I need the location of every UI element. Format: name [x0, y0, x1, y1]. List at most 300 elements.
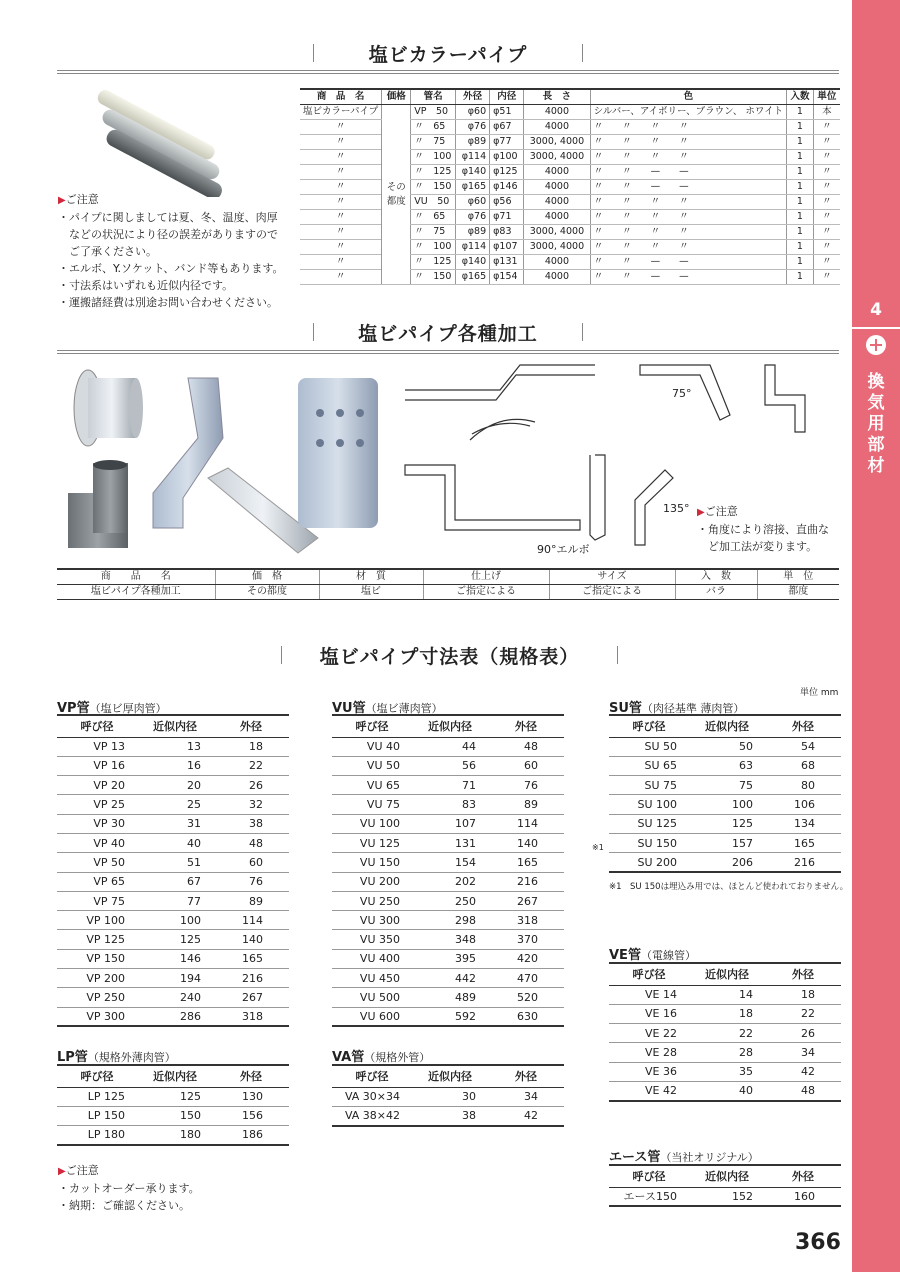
table-row — [609, 1043, 841, 1062]
cell: φ114 — [456, 240, 490, 255]
cell: SU 150 — [609, 833, 689, 852]
cell: 塩ビ — [319, 585, 423, 600]
cell: 32 — [213, 795, 289, 814]
col-header: サイズ — [549, 569, 675, 585]
cell: φ51 — [490, 105, 524, 120]
col-header: 商 品 名 — [57, 569, 215, 585]
cell: φ89 — [456, 135, 490, 150]
cell: 420 — [488, 949, 564, 968]
table-row — [57, 930, 289, 949]
cell: 1 — [787, 105, 814, 120]
table-row — [57, 911, 289, 930]
double-rule — [57, 350, 839, 354]
table-row — [57, 776, 289, 795]
cell: 〃 150 — [411, 180, 456, 195]
cell: 〃 〃 — — — [590, 270, 786, 285]
table-row — [609, 814, 841, 833]
cell: φ67 — [490, 120, 524, 135]
cell: 18 — [689, 1004, 765, 1023]
cell: 〃 〃 〃 〃 — [590, 120, 786, 135]
cell: 〃 — [300, 240, 382, 255]
cell: 〃 — [813, 270, 840, 285]
unit-label: 単位 mm — [800, 688, 839, 698]
cell: 42 — [765, 1062, 841, 1081]
table-row — [57, 1106, 289, 1125]
cell: 114 — [488, 814, 564, 833]
table-row — [332, 853, 564, 872]
cell: 〃 75 — [411, 225, 456, 240]
cell: 267 — [213, 988, 289, 1007]
table-row — [332, 814, 564, 833]
cell: 44 — [412, 737, 488, 756]
table-row — [609, 795, 841, 814]
color-pipe-table — [300, 88, 840, 285]
cell: 146 — [137, 949, 213, 968]
table-row — [609, 985, 841, 1004]
cell: VU 75 — [332, 795, 412, 814]
cell: 83 — [412, 795, 488, 814]
cell: VP 100 — [57, 911, 137, 930]
cell: 370 — [488, 930, 564, 949]
cell: VP 50 — [411, 105, 456, 120]
ve-title: VE管（電線管） — [609, 948, 696, 963]
cell: 〃 125 — [411, 255, 456, 270]
cell: φ125 — [490, 165, 524, 180]
cell: 〃 〃 — — — [590, 180, 786, 195]
cell: 34 — [765, 1043, 841, 1062]
cell: 〃 — [813, 120, 840, 135]
cell: VU 50 — [411, 195, 456, 210]
cell: SU 65 — [609, 756, 689, 775]
cell: 60 — [488, 756, 564, 775]
cell: 202 — [412, 872, 488, 891]
cell: VP 50 — [57, 853, 137, 872]
processing-table — [57, 568, 839, 600]
cell: VP 25 — [57, 795, 137, 814]
note-line: ・納期：ご確認ください。 — [58, 1199, 190, 1212]
table-row — [332, 988, 564, 1007]
cell: 114 — [213, 911, 289, 930]
table-row — [332, 1007, 564, 1026]
col-header: 近似内径 — [412, 715, 488, 737]
chapter-sidebar — [852, 0, 900, 1272]
note-line: ・エルボ、Y.ソケット、バンド等もあります。 — [58, 262, 284, 275]
cell: VA 30×34 — [332, 1087, 412, 1106]
cell: 40 — [137, 833, 213, 852]
cell: 1 — [787, 195, 814, 210]
cell: 〃 — [300, 150, 382, 165]
cell: VP 40 — [57, 833, 137, 852]
table-row — [57, 795, 289, 814]
cell: 18 — [213, 737, 289, 756]
col-header: 単位 — [813, 89, 840, 105]
cell: 18 — [765, 985, 841, 1004]
cell: 3000, 4000 — [524, 240, 590, 255]
cell: VP 250 — [57, 988, 137, 1007]
cell: 3000, 4000 — [524, 225, 590, 240]
table-row — [57, 585, 839, 600]
cell: 250 — [412, 891, 488, 910]
cell: 42 — [488, 1106, 564, 1125]
cell: 63 — [689, 756, 765, 775]
cell: VP 150 — [57, 949, 137, 968]
cell: 30 — [412, 1087, 488, 1106]
col-header: 外径 — [488, 1065, 564, 1087]
cell: φ165 — [456, 270, 490, 285]
cell: 54 — [765, 737, 841, 756]
table-row — [609, 1081, 841, 1100]
cell: 28 — [689, 1043, 765, 1062]
table-row — [57, 1007, 289, 1026]
cell: 13 — [137, 737, 213, 756]
cell: 89 — [213, 891, 289, 910]
double-rule — [57, 70, 839, 74]
cell: 100 — [137, 911, 213, 930]
cell: 〃 — [300, 180, 382, 195]
angle-75-label: 75° — [672, 387, 692, 400]
cell: 194 — [137, 969, 213, 988]
cell: 1 — [787, 135, 814, 150]
cell: 71 — [412, 776, 488, 795]
table-row — [57, 949, 289, 968]
table-row — [609, 833, 841, 852]
cell: 240 — [137, 988, 213, 1007]
cell: 35 — [689, 1062, 765, 1081]
cell: 130 — [213, 1087, 289, 1106]
cell: 26 — [213, 776, 289, 795]
col-header: 呼び径 — [609, 963, 689, 985]
col-header: 単 位 — [757, 569, 839, 585]
cell: 4000 — [524, 210, 590, 225]
table-row — [57, 891, 289, 910]
cell: 〃 — [813, 225, 840, 240]
table-row — [332, 872, 564, 891]
cell: シルバー、アイボリー、ブラウン、 ホワイト — [590, 105, 786, 120]
table-row — [300, 195, 840, 210]
cell: 89 — [488, 795, 564, 814]
cell: 140 — [213, 930, 289, 949]
cell: φ154 — [490, 270, 524, 285]
cell: 〃 — [813, 210, 840, 225]
table-row — [332, 756, 564, 775]
cell: 165 — [765, 833, 841, 852]
cell: φ83 — [490, 225, 524, 240]
cell: VU 300 — [332, 911, 412, 930]
col-header: 呼び径 — [609, 1165, 689, 1187]
cell: 〃 〃 — — — [590, 165, 786, 180]
cell: 34 — [488, 1087, 564, 1106]
note-line: ど加工法が変ります。 — [697, 540, 818, 553]
ve-table — [609, 962, 841, 1102]
col-header: 呼び径 — [57, 715, 137, 737]
cell: 1 — [787, 210, 814, 225]
cell: VU 250 — [332, 891, 412, 910]
cell: 〃 〃 〃 〃 — [590, 210, 786, 225]
cell: VU 65 — [332, 776, 412, 795]
table-row — [300, 240, 840, 255]
cell: 4000 — [524, 105, 590, 120]
col-header: 外径 — [765, 715, 841, 737]
table-row — [332, 969, 564, 988]
lp-table — [57, 1064, 289, 1146]
cell: 38 — [412, 1106, 488, 1125]
col-header: 外径 — [213, 715, 289, 737]
cell: 22 — [213, 756, 289, 775]
col-header: 仕上げ — [423, 569, 549, 585]
col-header: 外径 — [765, 963, 841, 985]
col-header: 商 品 名 — [300, 89, 382, 105]
col-header: 価 格 — [215, 569, 319, 585]
cell: φ100 — [490, 150, 524, 165]
cell: VP 30 — [57, 814, 137, 833]
cell: 134 — [765, 814, 841, 833]
cell: 1 — [787, 150, 814, 165]
table-row — [609, 1024, 841, 1043]
cell: VU 600 — [332, 1007, 412, 1026]
table-row — [300, 255, 840, 270]
col-header: 外径 — [765, 1165, 841, 1187]
table-row — [332, 891, 564, 910]
su-table — [609, 714, 841, 873]
su-footnote-mark: ※1 — [592, 843, 604, 852]
cell: 〃 — [300, 270, 382, 285]
cell: VP 125 — [57, 930, 137, 949]
dimension-notes — [58, 1162, 308, 1214]
note-heading: ご注意 — [65, 1164, 99, 1177]
cell: φ140 — [456, 165, 490, 180]
table-row — [332, 776, 564, 795]
table-row — [332, 1087, 564, 1106]
col-header: 色 — [590, 89, 786, 105]
cell: 165 — [488, 853, 564, 872]
table-row — [300, 105, 840, 120]
cell: 〃 100 — [411, 240, 456, 255]
note-heading: ご注意 — [65, 193, 99, 206]
cell: 1 — [787, 180, 814, 195]
note-line: ご了承ください。 — [58, 245, 157, 258]
cell: 〃 75 — [411, 135, 456, 150]
cell: その都度 — [215, 585, 319, 600]
cell: VP 200 — [57, 969, 137, 988]
cell: 〃 — [813, 135, 840, 150]
cell: 20 — [137, 776, 213, 795]
cell: SU 75 — [609, 776, 689, 795]
color-pipes-image — [90, 82, 230, 197]
cell: 〃 100 — [411, 150, 456, 165]
cell: 16 — [137, 756, 213, 775]
cell: エース150 — [609, 1187, 689, 1206]
cell: VE 14 — [609, 985, 689, 1004]
table-row — [57, 833, 289, 852]
cell: 630 — [488, 1007, 564, 1026]
table-row — [332, 930, 564, 949]
vp-title: VP管（塩ビ厚肉管） — [57, 701, 167, 716]
note-line: ・パイプに関しましては夏、冬、温度、肉厚 — [58, 211, 278, 224]
cell: VP 16 — [57, 756, 137, 775]
cell: 4000 — [524, 195, 590, 210]
cell: VE 42 — [609, 1081, 689, 1100]
cell: 76 — [488, 776, 564, 795]
cell: 267 — [488, 891, 564, 910]
triangle-bullet-icon: ▶ — [58, 195, 66, 206]
cell: 318 — [488, 911, 564, 930]
cell: VU 500 — [332, 988, 412, 1007]
col-header: 呼び径 — [57, 1065, 137, 1087]
col-header: 近似内径 — [689, 1165, 765, 1187]
col-header: 近似内径 — [689, 963, 765, 985]
note-line: ・寸法系はいずれも近似内径です。 — [58, 279, 234, 292]
cell: 76 — [213, 872, 289, 891]
cell: VU 100 — [332, 814, 412, 833]
elbow-label: 90°エルボ — [537, 543, 590, 556]
cell: 156 — [213, 1106, 289, 1125]
vu-title: VU管（塩ビ薄肉管） — [332, 701, 443, 716]
cell: 56 — [412, 756, 488, 775]
cell: 4000 — [524, 120, 590, 135]
cell: φ77 — [490, 135, 524, 150]
cell: 286 — [137, 1007, 213, 1026]
cell: 520 — [488, 988, 564, 1007]
cell: 442 — [412, 969, 488, 988]
note-line: ・運搬諸経費は別途お問い合わせください。 — [58, 296, 278, 309]
color-pipe-notes — [58, 191, 308, 311]
cell: VP 13 — [57, 737, 137, 756]
cell: 80 — [765, 776, 841, 795]
cell: φ146 — [490, 180, 524, 195]
table-row — [300, 270, 840, 285]
col-header: 近似内径 — [412, 1065, 488, 1087]
table-row — [57, 737, 289, 756]
note-line: などの状況により径の誤差がありますので — [58, 228, 278, 241]
cell: 50 — [689, 737, 765, 756]
cell: 489 — [412, 988, 488, 1007]
cell: LP 125 — [57, 1087, 137, 1106]
cell: 100 — [689, 795, 765, 814]
table-row — [57, 1087, 289, 1106]
cell: 〃 — [300, 135, 382, 150]
col-header: 外径 — [213, 1065, 289, 1087]
triangle-bullet-icon: ▶ — [58, 1166, 66, 1177]
su-title: SU管（肉径基準 薄肉管） — [609, 701, 745, 716]
cell: VE 28 — [609, 1043, 689, 1062]
table-row — [300, 150, 840, 165]
table-row — [300, 180, 840, 195]
section-title-color-pipe: 塩ビカラーパイプ — [368, 44, 528, 66]
cell: 〃 125 — [411, 165, 456, 180]
angle-135-label: 135° — [663, 502, 690, 515]
table-row — [57, 969, 289, 988]
cell: 470 — [488, 969, 564, 988]
cell: VE 16 — [609, 1004, 689, 1023]
cell: SU 50 — [609, 737, 689, 756]
cell: 〃 — [300, 120, 382, 135]
cell: 〃 — [813, 255, 840, 270]
cell: VU 350 — [332, 930, 412, 949]
cell: φ131 — [490, 255, 524, 270]
cell: 216 — [488, 872, 564, 891]
page-number: 366 — [795, 1230, 841, 1255]
cell: 〃 — [813, 165, 840, 180]
col-header: 外径 — [488, 715, 564, 737]
cell: φ76 — [456, 120, 490, 135]
cell: LP 180 — [57, 1126, 137, 1145]
cell: 216 — [765, 853, 841, 872]
table-row — [332, 1106, 564, 1125]
cell: 塩ビパイプ各種加工 — [57, 585, 215, 600]
col-header: 外径 — [456, 89, 490, 105]
cell: φ56 — [490, 195, 524, 210]
cell: VU 50 — [332, 756, 412, 775]
cell: 〃 〃 〃 〃 — [590, 240, 786, 255]
table-row — [332, 737, 564, 756]
triangle-bullet-icon: ▶ — [697, 507, 705, 518]
col-header: 近似内径 — [689, 715, 765, 737]
cell: 1 — [787, 270, 814, 285]
cell: 1 — [787, 120, 814, 135]
table-row — [609, 1004, 841, 1023]
cell: VA 38×42 — [332, 1106, 412, 1125]
cell: 180 — [137, 1126, 213, 1145]
cell: 125 — [137, 930, 213, 949]
cell: VU 450 — [332, 969, 412, 988]
col-header: 材 質 — [319, 569, 423, 585]
cell: 〃 — [300, 195, 382, 210]
table-row — [332, 949, 564, 968]
cell: φ107 — [490, 240, 524, 255]
cell: 216 — [213, 969, 289, 988]
cell: 206 — [689, 853, 765, 872]
cell: 75 — [689, 776, 765, 795]
cell: 157 — [689, 833, 765, 852]
chapter-label: 換気用部材 — [867, 372, 885, 476]
cell: φ60 — [456, 105, 490, 120]
cell: 298 — [412, 911, 488, 930]
price-cell: その 都度 — [382, 105, 411, 285]
lp-title: LP管（規格外薄肉管） — [57, 1050, 176, 1065]
table-row — [300, 210, 840, 225]
processed-pipes-image — [58, 368, 378, 563]
table-row — [57, 814, 289, 833]
table-row — [57, 756, 289, 775]
table-row — [609, 1187, 841, 1206]
cell: 〃 65 — [411, 210, 456, 225]
col-header: 内径 — [490, 89, 524, 105]
cell: 1 — [787, 255, 814, 270]
cell: VU 125 — [332, 833, 412, 852]
cell: 〃 — [300, 165, 382, 180]
table-row — [609, 756, 841, 775]
cell: 348 — [412, 930, 488, 949]
cell: 60 — [213, 853, 289, 872]
cell: ご指定による — [549, 585, 675, 600]
cell: VP 20 — [57, 776, 137, 795]
cell: 48 — [765, 1081, 841, 1100]
cell: 塩ビカラーパイプ — [300, 105, 382, 120]
cell: φ114 — [456, 150, 490, 165]
cell: バラ — [675, 585, 757, 600]
cell: φ60 — [456, 195, 490, 210]
cell: 67 — [137, 872, 213, 891]
table-row — [332, 833, 564, 852]
table-row — [57, 1126, 289, 1145]
table-row — [300, 135, 840, 150]
cell: φ71 — [490, 210, 524, 225]
cell: 38 — [213, 814, 289, 833]
cell: 都度 — [757, 585, 839, 600]
cell: 152 — [689, 1187, 765, 1206]
table-row — [300, 225, 840, 240]
cell: 1 — [787, 165, 814, 180]
